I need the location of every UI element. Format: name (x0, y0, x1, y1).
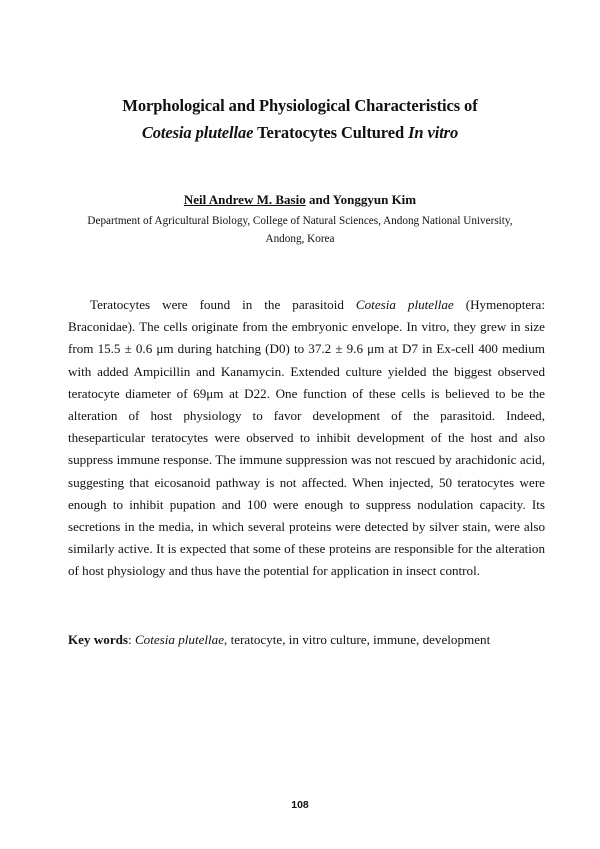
co-author: and Yonggyun Kim (305, 192, 417, 207)
affiliation (0, 212, 600, 248)
author-block (0, 190, 600, 248)
keywords-label: Key words (68, 632, 129, 647)
keywords (68, 630, 545, 650)
keywords-separator: : (128, 632, 135, 647)
title-line-1 (0, 92, 600, 119)
title-species: Cotesia plutellae (141, 123, 254, 142)
title-in-vitro: In vitro (408, 123, 459, 142)
title-text-1: Morphological and Physiological Characteristics of (122, 96, 478, 115)
affiliation-line-1: Department of Agricultural Biology, College of Natural Sciences, Andong National University, (87, 215, 513, 227)
abstract-species: Cotesia plutellae (355, 297, 454, 312)
abstract-text-1: Teratocytes were found in the parasitoid (90, 297, 356, 312)
affiliation-line-2: Andong, Korea (265, 233, 335, 245)
abstract-text-2: (Hymenoptera: Braconidae). The cells originate from the embryonic envelope. In vitro, they grew in size from 15.5 ± 0.6 μm during hatching (D0) to 37.2 ± 9.6 μm at D7 in Ex-cell 400 medium with added Ampicillin and Kanamycin. Extended culture yielded the biggest observed teratocyte diameter of 69μm at D22. One function of these cells is believed to be the alteration of host physiology to favor development of the parasitoid. Indeed, theseparticular teratocytes were observed to inhibit development of the host and also suppress immune response. The immune suppression was not rescued by arachidonic acid, suggesting that eicosanoid pathway is not affected. When injected, 50 teratocytes were enough to inhibit pupation and 100 were enough to suppress nodulation capacity. Its secretions in the media, in which several proteins were detected by silver stain, were also similarly active. It is expected that some of these proteins are responsible for the alteration of host physiology and thus have the potential for application in insect control. (68, 297, 545, 579)
title-text-2: Teratocytes Cultured (253, 123, 409, 142)
presenting-author: Neil Andrew M. Basio (183, 192, 306, 207)
page-number: 108 (291, 799, 309, 811)
author-names (0, 190, 600, 210)
keywords-list: , teratocyte, in vitro culture, immune, development (224, 632, 491, 647)
paper-title (0, 92, 600, 146)
keywords-species: Cotesia plutellae (134, 632, 225, 647)
title-line-2 (0, 119, 600, 146)
abstract-body (68, 294, 545, 583)
